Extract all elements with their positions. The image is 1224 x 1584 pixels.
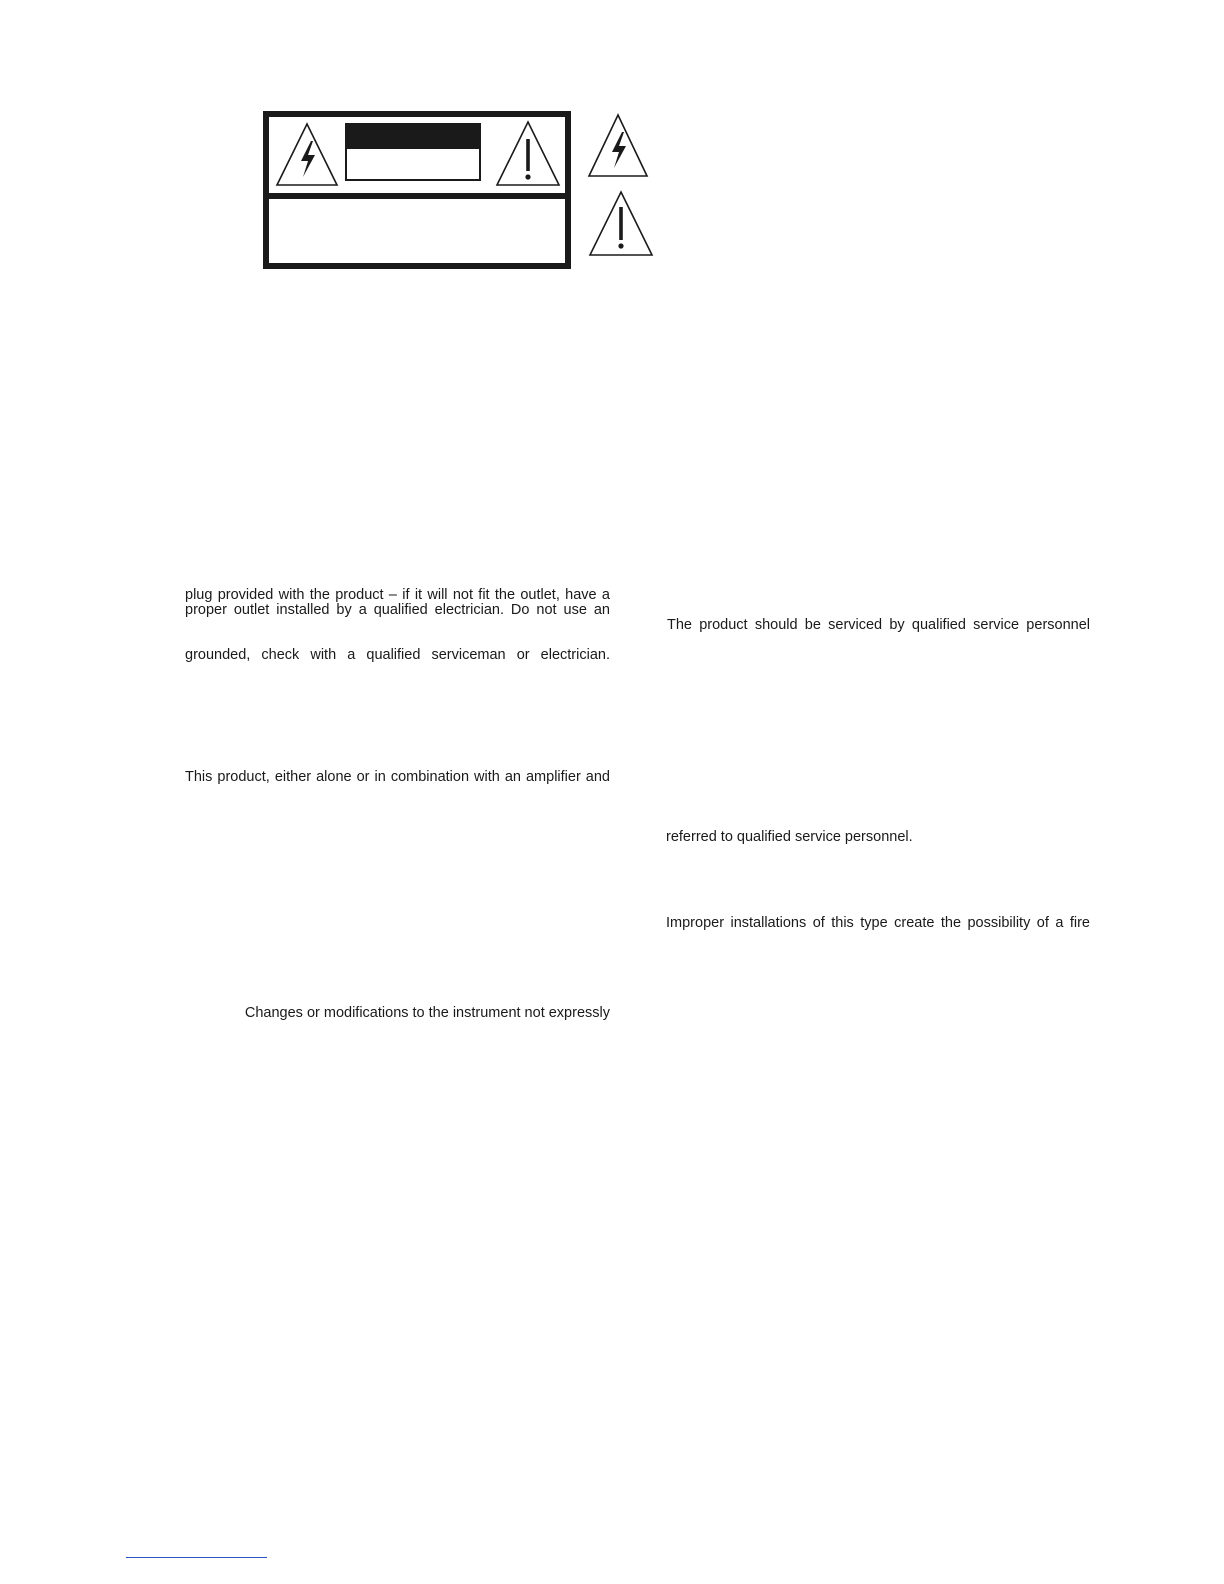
caution-label-bar [347,125,479,149]
label-divider [269,193,565,199]
text-line: Improper installations of this type create the possibility of a fire [666,915,1090,931]
caution-label [345,123,481,181]
text-line: proper outlet installed by a qualified electrician. Do not use an [185,602,610,618]
text-line: The product should be serviced by qualified service personnel [667,617,1090,633]
footnote-rule [126,1557,267,1558]
text-line: referred to qualified service personnel. [666,829,913,845]
exclamation-warning-icon [588,189,654,257]
lightning-warning-icon [587,112,649,178]
caution-label-box [263,111,571,269]
text-line: grounded, check with a qualified serviceman or electrician. [185,647,610,663]
lightning-warning-icon [275,121,339,187]
text-line: Changes or modifications to the instrument not expressly [244,1005,610,1021]
exclamation-warning-icon [495,119,561,187]
text-line: This product, either alone or in combination with an amplifier and [185,769,610,785]
text-line: plug provided with the product – if it will not fit the outlet, have a [185,587,610,603]
